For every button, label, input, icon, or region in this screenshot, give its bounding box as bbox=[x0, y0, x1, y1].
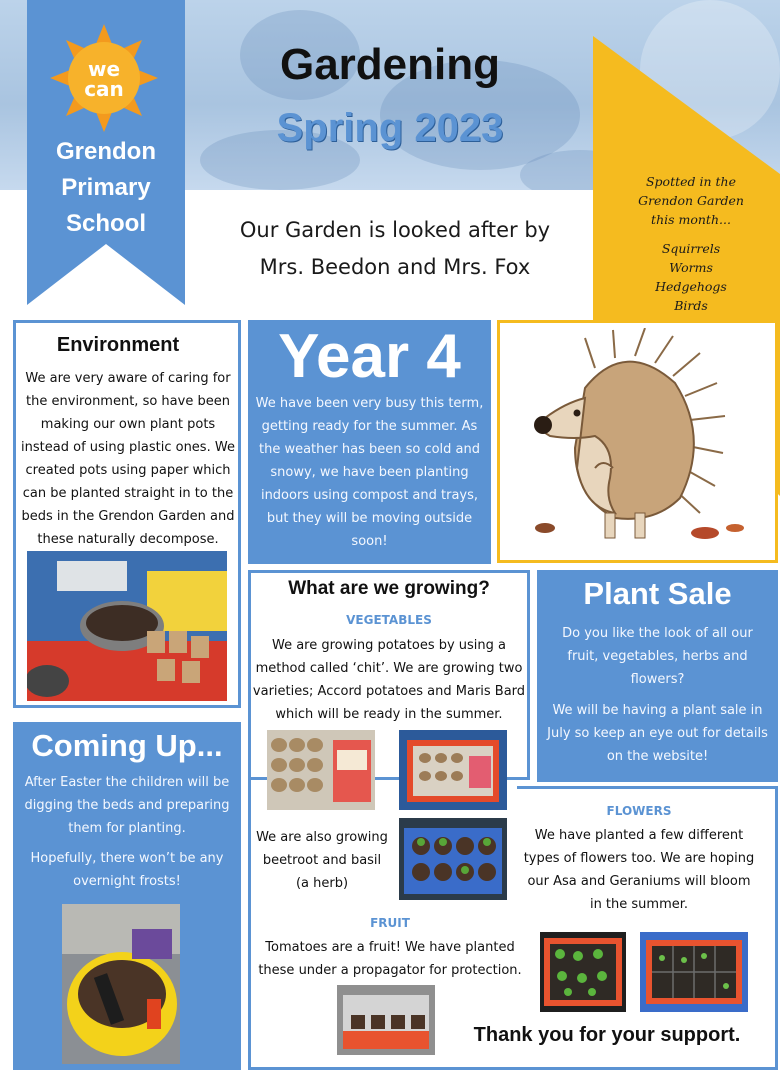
beetroot-basil-photo bbox=[399, 818, 507, 900]
spotted-heading-3: this month... bbox=[651, 212, 731, 227]
chitting-potatoes-photo bbox=[267, 730, 375, 810]
spotted-animal: Birds bbox=[674, 298, 708, 313]
spotted-animal: Squirrels bbox=[661, 241, 721, 256]
caretakers-line-1: Our Garden is looked after by bbox=[239, 218, 551, 242]
fruit-text: Tomatoes are a fruit! We have planted these under a propagator for protection. bbox=[258, 940, 522, 978]
page-subtitle: Spring 2023 bbox=[276, 106, 504, 150]
paper-pots-photo bbox=[27, 551, 227, 701]
hedgehog-illustration bbox=[505, 328, 770, 556]
caretakers-line-2: Mrs. Beedon and Mrs. Fox bbox=[259, 255, 531, 279]
environment-text: We are very aware of caring for the environment, so have been making our own plant pots instead of using plastic ones. We created pots using paper which can be planted straight in to the beds in the Grendon Garden and these naturally decompose. bbox=[21, 371, 235, 547]
vegetables-heading: VEGETABLES bbox=[346, 613, 432, 627]
coming-up-text-1: After Easter the children will be digging the beds and preparing them for planting. bbox=[24, 775, 230, 836]
fruit-heading: FRUIT bbox=[370, 916, 410, 930]
year4-title: Year 4 bbox=[278, 322, 461, 391]
thank-you-text: Thank you for your support. bbox=[473, 1024, 741, 1046]
svg-text:we: we bbox=[87, 57, 121, 81]
svg-text:can: can bbox=[84, 77, 124, 101]
flower-seedlings-photo-1 bbox=[540, 932, 626, 1012]
school-name-line-2: Primary bbox=[61, 174, 151, 201]
year4-text: We have been very busy this term, getting ready for the summer. As the weather has been so cold and snowy, we have been planting indoors using compost and trays, but they will be moving outside soon! bbox=[255, 396, 484, 549]
school-name-line-1: Grendon bbox=[56, 138, 156, 165]
environment-title: Environment bbox=[56, 334, 180, 356]
vegetables-text: We are growing potatoes by using a method called ‘chit’. We are growing two varieties; Accord potatoes and Maris Bard which will be ready in the summer. bbox=[252, 638, 526, 722]
spotted-animal: Hedgehogs bbox=[655, 279, 727, 294]
plant-sale-title: Plant Sale bbox=[583, 576, 732, 611]
potato-tray-photo bbox=[399, 730, 507, 810]
propagator-photo bbox=[337, 985, 435, 1055]
spotted-heading-1: Spotted in the bbox=[645, 174, 736, 189]
spotted-animal: Worms bbox=[669, 260, 713, 275]
bottom-panel-top-border bbox=[517, 786, 778, 789]
coming-up-text-2: Hopefully, there won’t be any overnight frosts! bbox=[30, 851, 224, 889]
school-name bbox=[27, 134, 185, 242]
plant-sale-text-2: We will be having a plant sale in July so keep an eye out for details on the website! bbox=[547, 703, 768, 764]
sun-logo-icon bbox=[48, 22, 160, 134]
flowers-text: We have planted a few different types of flowers too. We are hoping our Asa and Geraniums will bloom in the summer. bbox=[523, 828, 755, 912]
compost-tub-photo bbox=[62, 904, 180, 1064]
flowers-heading: FLOWERS bbox=[606, 804, 672, 818]
page-title: Gardening bbox=[279, 40, 501, 89]
caretakers-text bbox=[215, 212, 575, 286]
coming-up-title: Coming Up... bbox=[31, 728, 223, 763]
school-name-line-3: School bbox=[65, 210, 146, 237]
also-growing-text: We are also growing beetroot and basil (a herb) bbox=[256, 830, 388, 891]
plant-sale-text-1: Do you like the look of all our fruit, vegetables, herbs and flowers? bbox=[562, 626, 753, 687]
flower-seedlings-photo-2 bbox=[640, 932, 748, 1012]
spotted-heading-2: Grendon Garden bbox=[638, 193, 744, 208]
growing-title: What are we growing? bbox=[288, 578, 490, 599]
